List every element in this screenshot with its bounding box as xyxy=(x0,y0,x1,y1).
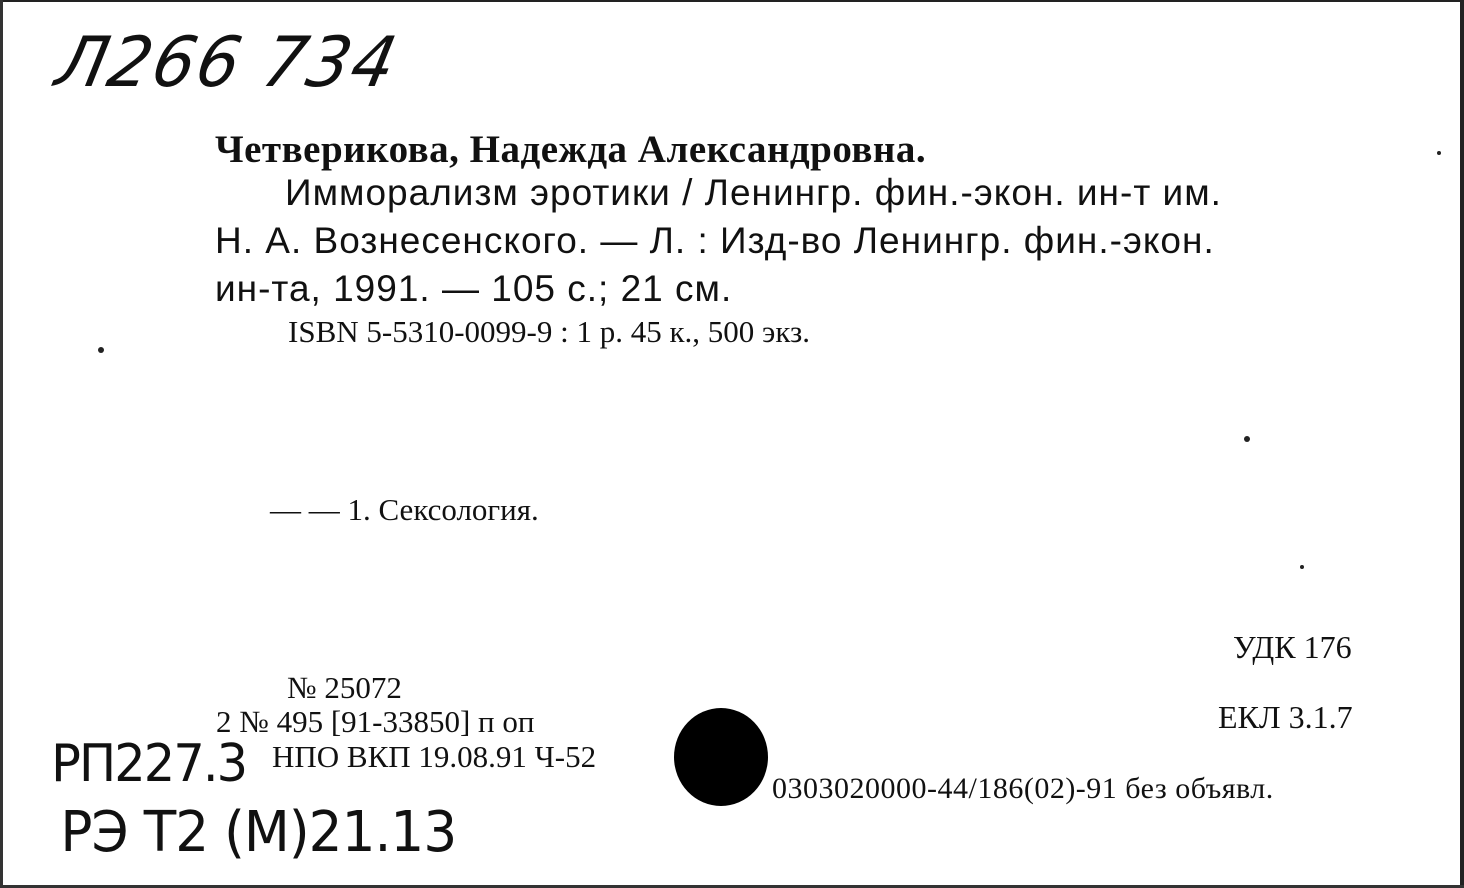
card-border-top xyxy=(0,0,1464,2)
ekl-code: ЕКЛ 3.1.7 xyxy=(1218,699,1353,735)
title-line-1: Имморализм эротики / Ленингр. фин.-экон. ин-т им. xyxy=(285,172,1222,213)
speck xyxy=(1244,436,1250,442)
isbn-line: ISBN 5-5310-0099-9 : 1 р. 45 к., 500 экз. xyxy=(288,314,810,349)
card-border-right xyxy=(1460,0,1464,888)
subject-heading: — — 1. Сексология. xyxy=(270,492,539,527)
handwritten-shelf-mark-2: РЭ Т2 (М)21.13 xyxy=(60,800,457,865)
order-line: 2 № 495 [91-33850] п оп xyxy=(216,704,535,739)
title-line-2: Н. А. Вознесенского. — Л. : Изд-во Ленингр. фин.-экон. xyxy=(215,220,1215,261)
speck xyxy=(1437,151,1441,155)
punch-hole xyxy=(674,708,768,806)
printer-line: НПО ВКП 19.08.91 Ч-52 xyxy=(272,739,597,774)
udk-code: УДК 176 xyxy=(1233,629,1352,665)
speck xyxy=(98,347,104,353)
speck xyxy=(1300,565,1304,569)
handwritten-call-number: Л266 734 xyxy=(49,22,406,103)
author-heading: Четверикова, Надежда Александровна. xyxy=(215,128,927,171)
classification-code: 0303020000-44/186(02)-91 без объявл. xyxy=(772,772,1274,805)
title-line-3: ин-та, 1991. — 105 с.; 21 см. xyxy=(215,268,733,309)
card-border-left xyxy=(0,0,3,888)
card-number: № 25072 xyxy=(287,670,402,705)
handwritten-shelf-mark-1: РП227.3 xyxy=(51,734,247,794)
